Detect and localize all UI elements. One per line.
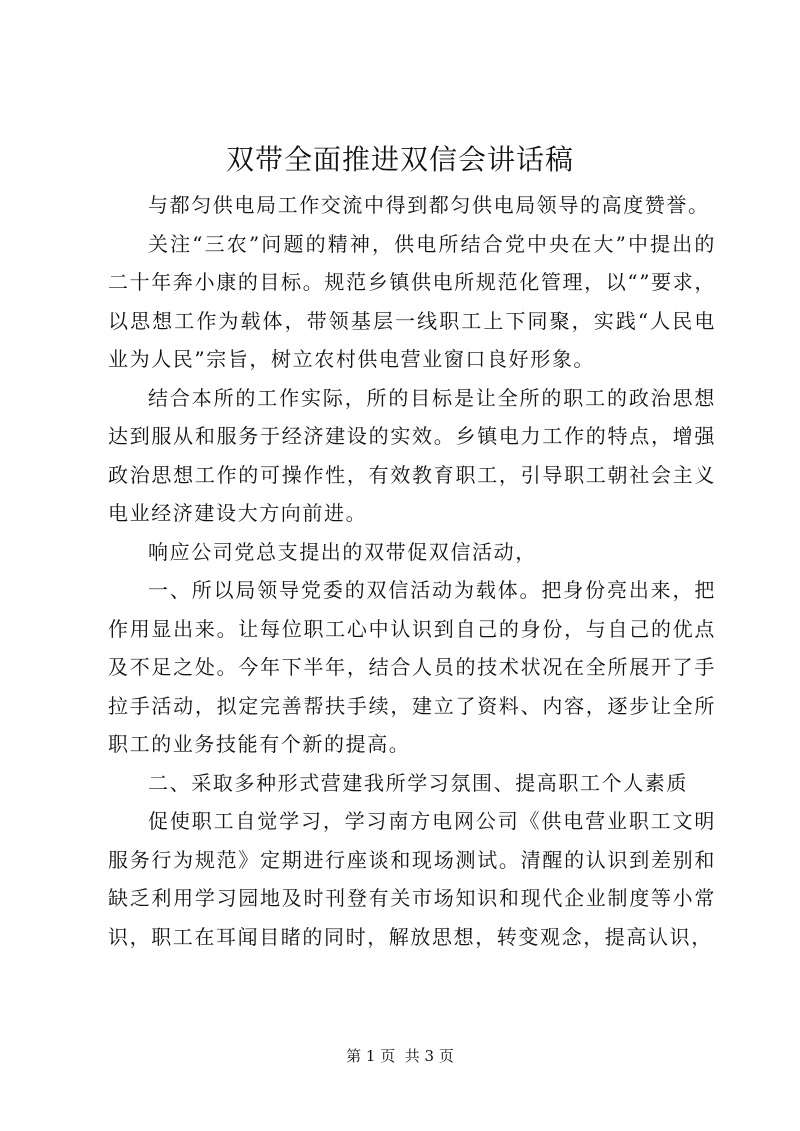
paragraph: 一、所以局领导党委的双信活动为载体。把身份亮出来，把作用显出来。让每位职工心中认识到自己的身份，与自己的优点及不足之处。今年下半年，结合人员的技术状况在全所展开了手拉手活动，拟定完善帮扶手续，建立了资料、内容，逐步让全所职工的业务技能有个新的提高。 — [108, 578, 716, 756]
document-title: 双带全面推进双信会讲话稿 — [225, 143, 574, 176]
paragraph: 响应公司党总支提出的双带促双信活动， — [148, 539, 537, 564]
document-body — [108, 186, 716, 956]
paragraph: 二、采取多种形式营建我所学习氛围、提高职工个人素质 — [148, 770, 688, 795]
paragraph: 促使职工自觉学习，学习南方电网公司《供电营业职工文明服务行为规范》定期进行座谈和现场测试。清醒的认识到差别和缺乏利用学习园地及时刊登有关市场知识和现代企业制度等小常识，职工在耳闻目睹的同时，解放思想，转变观念，提高认识， — [108, 809, 716, 949]
paragraph: 与都匀供电局工作交流中得到都匀供电局领导的高度赞誉。 — [148, 193, 710, 217]
page-footer — [0, 1046, 800, 1066]
paragraph: 关注“三农”问题的精神，供电所结合党中央在大”中提出的二十年奔小康的目标。规范乡镇供电所规范化管理，以“”要求，以思想工作为载体，带领基层一线职工上下同聚，实践“人民电业为人民”宗旨，树立农村供电营业窗口良好形象。 — [108, 231, 716, 371]
page-number: 第 1 页 共 3 页 — [346, 1047, 454, 1065]
paragraph: 结合本所的工作实际，所的目标是让全所的职工的政治思想达到服从和服务于经济建设的实效。乡镇电力工作的特点，增强政治思想工作的可操作性，有效教育职工，引导职工朝社会主义电业经济建设大方向前进。 — [108, 385, 716, 525]
